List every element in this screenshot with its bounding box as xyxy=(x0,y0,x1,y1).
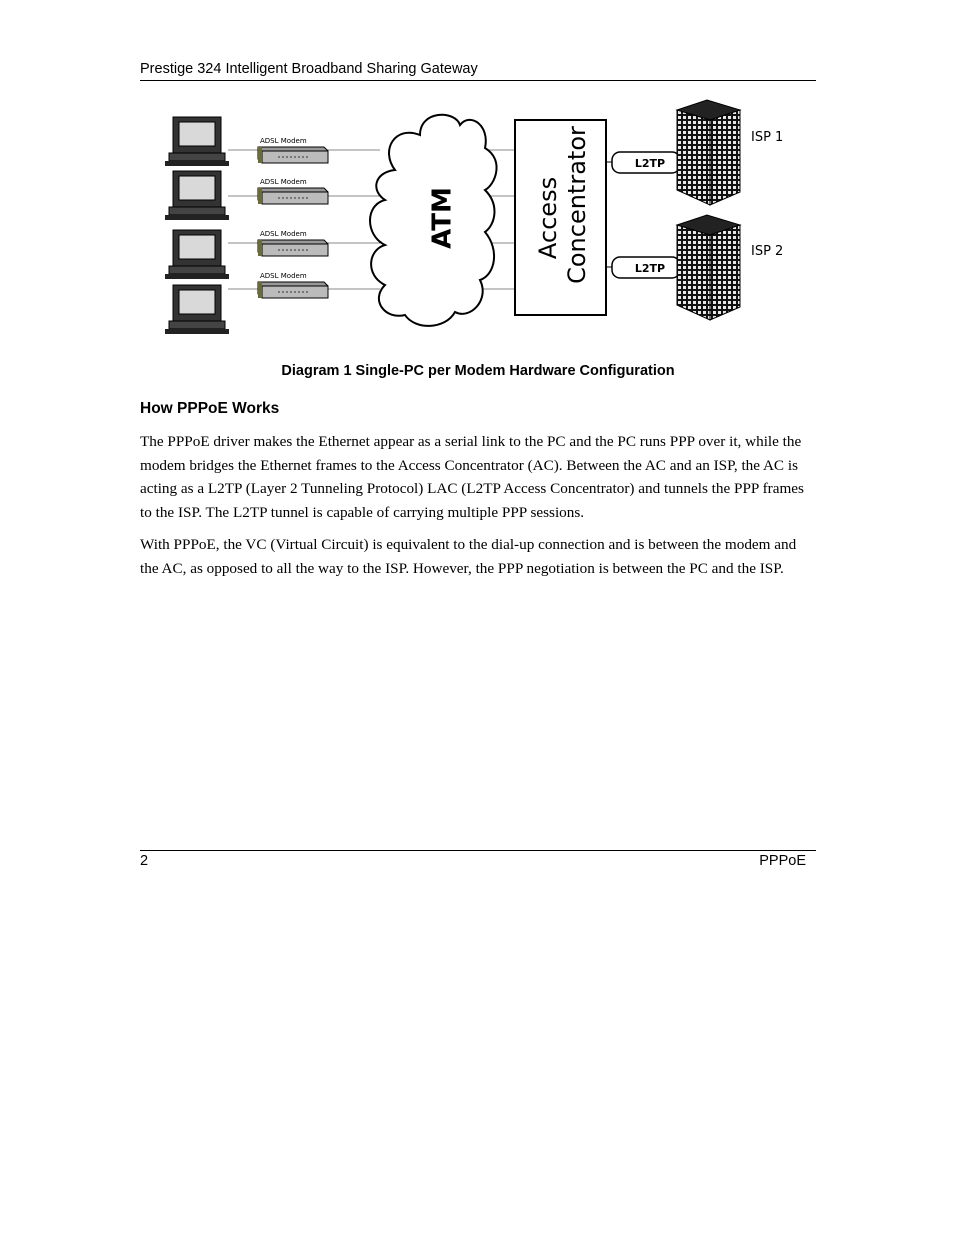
header-rule xyxy=(140,80,816,81)
pc-icon xyxy=(165,285,229,334)
isp1-label: ISP 1 xyxy=(751,130,784,145)
modem-label: ADSL Modem xyxy=(260,137,307,145)
l2tp-tunnel-1 xyxy=(606,152,680,173)
l2tp-label: L2TP xyxy=(634,157,666,170)
modem-label: ADSL Modem xyxy=(260,272,307,280)
concentrator-label-line1: Access xyxy=(534,176,562,260)
section-heading: How PPPoE Works xyxy=(140,400,280,417)
building-icon xyxy=(677,100,740,205)
page-number: 2 xyxy=(140,853,149,869)
running-header: Prestige 324 Intelligent Broadband Sharing Gateway xyxy=(140,61,478,77)
pc-icon xyxy=(165,230,229,279)
paragraph: The PPPoE driver makes the Ethernet appear as a serial link to the PC and the PC runs PPP over it, while the modem bridges the Ethernet frames to the Access Concentrator (AC). Between the AC and an ISP, the AC is acting as a L2TP (Layer 2 Tunneling Protocol) LAC (L2TP Access Concentrator) and tunnels the PPP frames to the ISP. The L2TP tunnel is capable of carrying multiple PPP sessions. xyxy=(140,433,804,521)
network-diagram xyxy=(150,94,810,344)
adsl-modem xyxy=(258,230,328,256)
atm-label: ATM xyxy=(427,187,458,249)
footer-rule xyxy=(140,850,816,851)
adsl-modem xyxy=(258,137,328,163)
paragraph: With PPPoE, the VC (Virtual Circuit) is equivalent to the dial-up connection and is between the modem and the AC, as opposed to all the way to the ISP. However, the PPP negotiation is between the PC and the ISP. xyxy=(140,536,797,577)
modem-label: ADSL Modem xyxy=(260,178,307,186)
building-icon xyxy=(677,215,740,320)
l2tp-tunnel-2 xyxy=(606,257,680,278)
isp2-label: ISP 2 xyxy=(751,244,784,259)
modem-label: ADSL Modem xyxy=(260,230,307,238)
chapter-name: PPPoE xyxy=(759,853,806,869)
pc-icon xyxy=(165,171,229,220)
adsl-modem xyxy=(258,178,328,204)
l2tp-label: L2TP xyxy=(634,262,666,275)
concentrator-label-line2: Concentrator xyxy=(563,126,591,284)
figure-caption: Diagram 1 Single-PC per Modem Hardware Configuration xyxy=(281,363,675,379)
adsl-modem xyxy=(258,272,328,298)
pc-icon xyxy=(165,117,229,166)
